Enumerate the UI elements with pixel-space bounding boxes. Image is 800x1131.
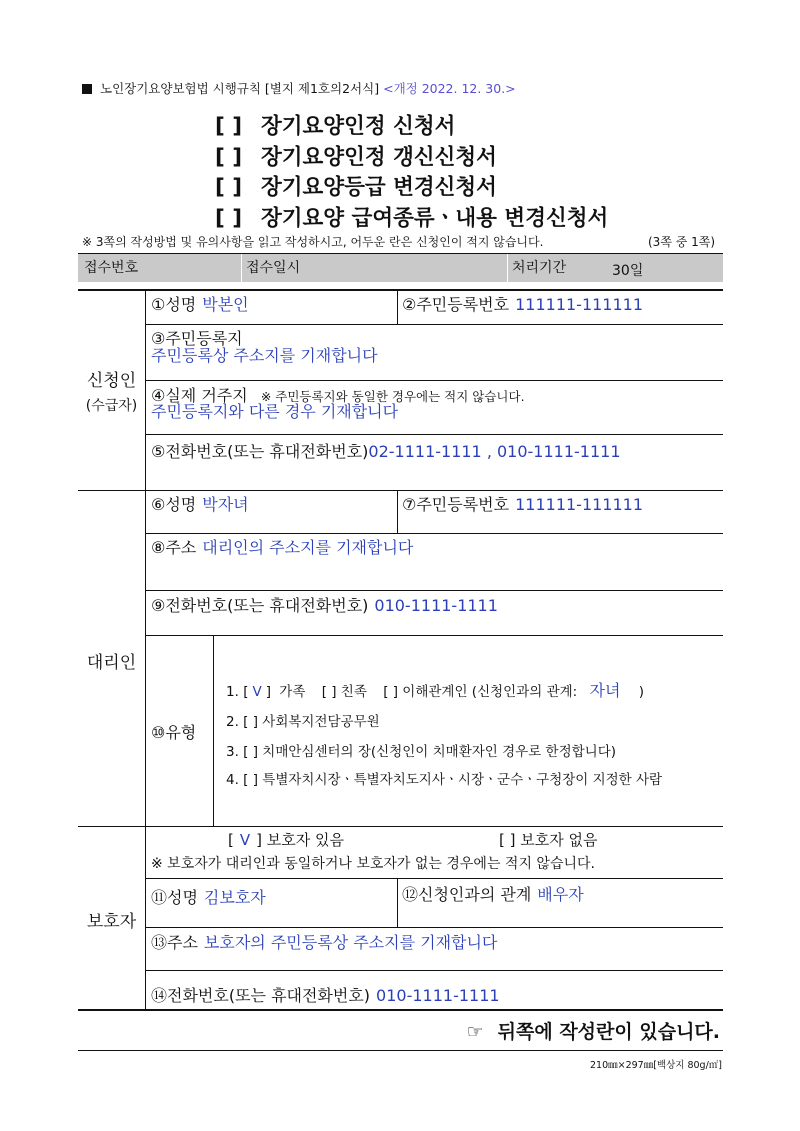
applicant-section-label: 신청인: [86, 371, 137, 391]
agent-name-field[interactable]: [151, 492, 249, 515]
field-label: ①성명: [151, 295, 197, 314]
checkbox-family-mark[interactable]: V: [252, 684, 262, 700]
agent-addr-value[interactable]: 대리인의 주소지를 기재합니다: [202, 538, 414, 557]
agent-type-label: ⑩유형: [151, 723, 197, 742]
bracket-open: [: [228, 831, 234, 849]
guardian-addr-field[interactable]: [151, 930, 497, 953]
checkbox-interest[interactable]: [ ] 이해관계인 (신청인과의 관계:: [383, 684, 578, 700]
title-checkbox-2[interactable]: [ ]: [215, 144, 243, 170]
field-label: ⑭전화번호(또는 휴대전화번호): [151, 986, 371, 1005]
applicant-reg-addr-label: ③주민등록지: [151, 329, 243, 348]
field-label: ⑬주소: [151, 933, 198, 952]
guardian-name-field[interactable]: [151, 885, 266, 908]
form-titles: [215, 112, 608, 234]
applicant-rrn-field[interactable]: [402, 292, 643, 315]
guardian-exists-option[interactable]: [228, 829, 344, 850]
title-line-1: [215, 112, 608, 143]
form-law-reference: [82, 79, 516, 97]
guardian-addr-value[interactable]: 보호자의 주민등록상 주소지를 기재합니다: [203, 933, 498, 952]
applicant-rrn-value[interactable]: 111111-111111: [515, 295, 644, 314]
agent-type-option-4[interactable]: 4. [ ] 특별자치시장ㆍ특별자치도지사ㆍ시장ㆍ군수ㆍ구청장이 지정한 사람: [226, 772, 663, 788]
back-page-notice: [467, 1017, 720, 1044]
relation-value[interactable]: 자녀: [589, 681, 621, 700]
applicant-reg-addr-value[interactable]: 주민등록상 주소지를 기재합니다: [151, 346, 378, 365]
applicant-name-value[interactable]: 박본인: [202, 295, 249, 314]
agent-rrn-field[interactable]: [402, 492, 643, 515]
field-label: ②주민등록번호: [402, 295, 510, 314]
agent-addr-field[interactable]: [151, 535, 413, 558]
title-checkbox-3[interactable]: [ ]: [215, 175, 243, 200]
revision-date: <개정 2022. 12. 30.>: [383, 81, 516, 96]
field-label: ⑥성명: [151, 495, 197, 514]
bracket-open: [: [243, 684, 249, 700]
instructions-note: ※ 3쪽의 작성방법 및 유의사항을 읽고 작성하시고, 어두운 란은 신청인이 적지 않습니다.: [82, 235, 544, 249]
title-checkbox-1[interactable]: [ ]: [215, 114, 243, 139]
title-line-2: [215, 143, 608, 174]
field-label: ⑪성명: [151, 888, 198, 907]
paren-close: ): [638, 684, 644, 700]
checkbox-guardian-exists-mark[interactable]: V: [239, 831, 251, 849]
field-label: ⑫신청인과의 관계: [402, 885, 532, 904]
guardian-none-option[interactable]: [ ] 보호자 없음: [499, 831, 598, 849]
field-label: ④실제 거주지: [151, 386, 248, 405]
field-label: ⑧주소: [151, 538, 197, 557]
pointing-hand-icon: ☞: [466, 1021, 484, 1043]
applicant-phone-field[interactable]: [151, 439, 621, 462]
agent-rrn-value[interactable]: 111111-111111: [515, 495, 644, 514]
agent-phone-field[interactable]: [151, 593, 498, 616]
receipt-date-label: 접수일시: [246, 260, 301, 276]
applicant-phone-value[interactable]: 02-1111-1111 , 010-1111-1111: [368, 442, 621, 461]
guardian-relation-value[interactable]: 배우자: [537, 885, 584, 904]
square-bullet-icon: [82, 84, 92, 94]
page-indicator: (3쪽 중 1쪽): [648, 235, 716, 249]
agent-type-option-2[interactable]: 2. [ ] 사회복지전담공무원: [226, 714, 380, 730]
back-page-message: 뒤쪽에 작성란이 있습니다.: [497, 1021, 720, 1043]
title-line-3: [215, 173, 608, 204]
option-number: 1.: [226, 684, 239, 700]
title-text-1: 장기요양인정 신청서: [261, 114, 456, 139]
actual-addr-note: ※ 주민등록지와 동일한 경우에는 적지 않습니다.: [260, 389, 525, 404]
guardian-relation-field[interactable]: [402, 882, 584, 905]
field-label: ⑦주민등록번호: [402, 495, 510, 514]
field-label: ⑨전화번호(또는 휴대전화번호): [151, 596, 369, 615]
guardian-note: ※ 보호자가 대리인과 동일하거나 보호자가 없는 경우에는 적지 않습니다.: [151, 856, 595, 872]
agent-name-value[interactable]: 박자녀: [202, 495, 249, 514]
processing-period-label: 처리기간: [512, 260, 567, 276]
title-checkbox-4[interactable]: [ ]: [215, 205, 243, 231]
applicant-actual-addr-value[interactable]: 주민등록지와 다른 경우 기재합니다: [151, 402, 399, 421]
receipt-number-label: 접수번호: [84, 260, 139, 276]
agent-type-option-1[interactable]: [226, 678, 644, 701]
checkbox-relative[interactable]: [ ] 친족: [321, 684, 367, 700]
field-label: ⑤전화번호(또는 휴대전화번호): [151, 442, 369, 461]
type-family-label: 가족: [279, 684, 306, 700]
guardian-phone-value[interactable]: 010-1111-1111: [376, 986, 500, 1005]
title-text-4: 장기요양 급여종류ㆍ내용 변경신청서: [261, 205, 609, 231]
title-text-2: 장기요양인정 갱신신청서: [261, 144, 497, 170]
applicant-name-field[interactable]: [151, 292, 249, 315]
processing-period-value: 30일: [612, 263, 644, 279]
law-ref-text: 노인장기요양보험법 시행규칙 [별지 제1호의2서식]: [100, 81, 380, 96]
applicant-section-sub: (수급자): [85, 398, 138, 414]
title-text-3: 장기요양등급 변경신청서: [261, 175, 497, 200]
applicant-section: [78, 366, 145, 415]
guardian-section-label: 보호자: [86, 912, 137, 932]
agent-type-option-3[interactable]: 3. [ ] 치매안심센터의 장(신청인이 치매환자인 경우로 한정합니다): [226, 744, 617, 760]
paper-spec: 210㎜×297㎜[백상지 80g/㎡]: [589, 1060, 722, 1071]
agent-section-label: 대리인: [86, 653, 137, 673]
agent-phone-value[interactable]: 010-1111-1111: [374, 596, 498, 615]
guardian-exists-label: ] 보호자 있음: [256, 831, 344, 849]
guardian-name-value[interactable]: 김보호자: [203, 888, 266, 907]
guardian-phone-field[interactable]: [151, 983, 500, 1006]
receipt-bar: [78, 254, 723, 282]
bracket-close: ]: [265, 684, 271, 700]
title-line-4: [215, 204, 608, 235]
